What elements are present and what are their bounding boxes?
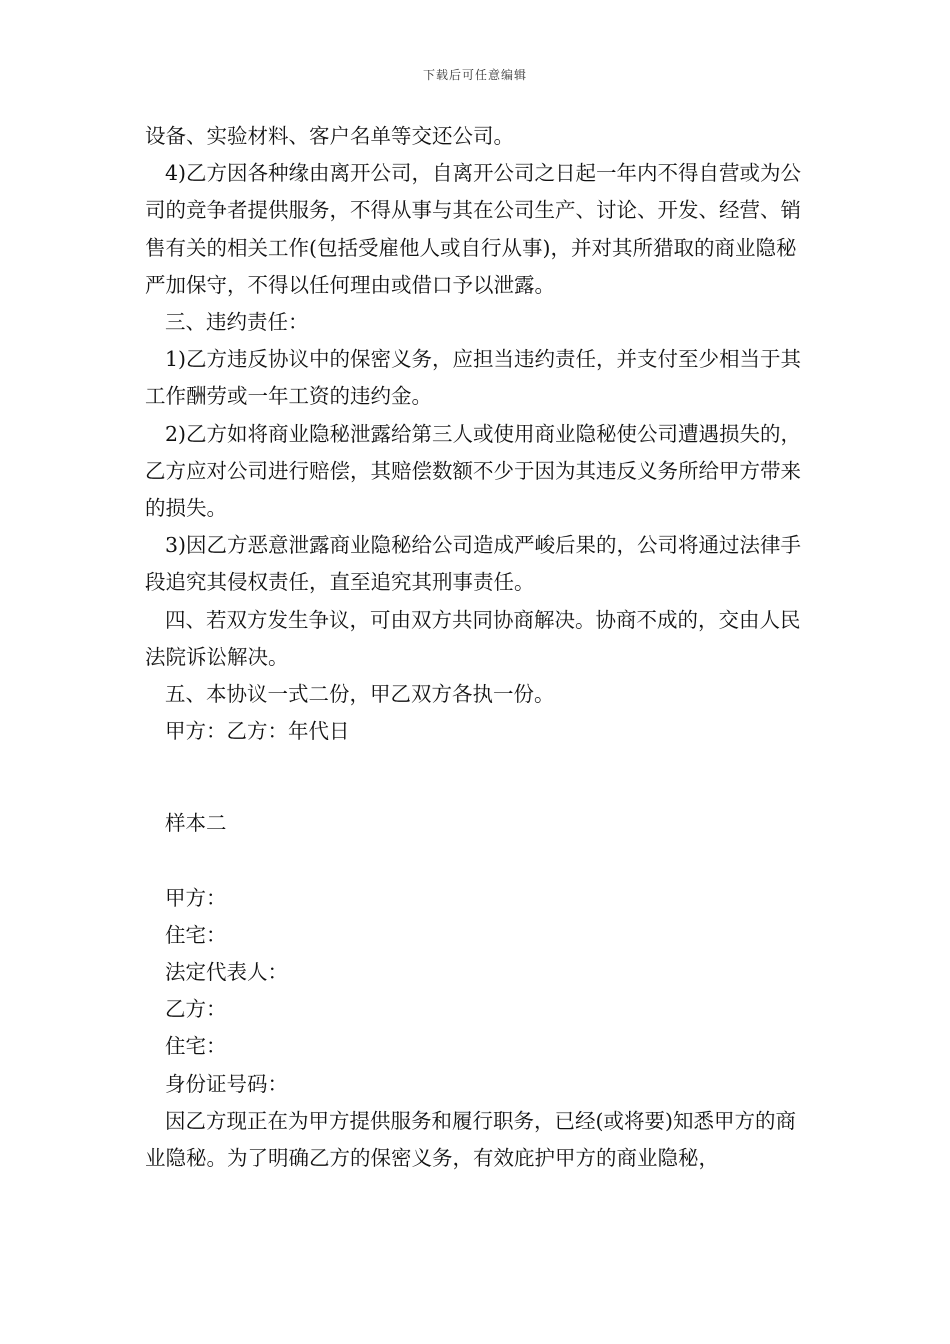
paragraph-breach-1: 1)乙方违反协议中的保密义务，应担当违约责任，并支付至少相当于其工作酬劳或一年工资的违约金。: [145, 347, 802, 409]
field-legal-representative: 法定代表人：: [165, 960, 288, 985]
page-header: 下载后可任意编辑: [422, 68, 527, 82]
signature-line: 甲方：乙方：年代日: [165, 719, 350, 744]
heading-breach-liability: 三、违约责任：: [165, 310, 309, 335]
field-party-b: 乙方：: [165, 997, 227, 1022]
paragraph-breach-2: 2)乙方如将商业隐秘泄露给第三人或使用商业隐秘使公司遭遇损失的，乙方应对公司进行赔偿，其赔偿数额不少于因为其违反义务所给甲方带来的损失。: [145, 421, 802, 521]
field-party-a: 甲方：: [165, 885, 227, 910]
paragraph-non-compete: 4)乙方因各种缘由离开公司，自离开公司之日起一年内不得自营或为公司的竞争者提供服务，不得从事与其在公司生产、讨论、开发、经营、销售有关的相关工作(包括受雇他人或自行从事)，并对其所猎取的商业隐秘严加保守，不得以任何理由或借口予以泄露。: [145, 161, 802, 297]
spacer: [145, 843, 811, 880]
paragraph-dispute: 四、若双方发生争议，可由双方共同协商解决。协商不成的，交由人民法院诉讼解决。: [145, 607, 801, 669]
field-address-a: 住宅：: [165, 922, 227, 947]
field-id-number: 身份证号码：: [165, 1071, 288, 1096]
document-body: [145, 118, 811, 1177]
spacer: [145, 750, 811, 805]
paragraph-return-items: 设备、实验材料、客户名单等交还公司。: [145, 124, 514, 148]
paragraph-preamble: 因乙方现正在为甲方提供服务和履行职务，已经(或将要)知悉甲方的商业隐秘。为了明确乙方的保密义务，有效庇护甲方的商业隐秘，: [145, 1108, 796, 1171]
paragraph-breach-3: 3)因乙方恶意泄露商业隐秘给公司造成严峻后果的，公司将通过法律手段追究其侵权责任，直至追究其刑事责任。: [145, 533, 802, 595]
field-address-b: 住宅：: [165, 1034, 227, 1059]
sample-title: 样本二: [165, 811, 227, 836]
paragraph-copies: 五、本协议一式二份，甲乙双方各执一份。: [165, 682, 555, 707]
